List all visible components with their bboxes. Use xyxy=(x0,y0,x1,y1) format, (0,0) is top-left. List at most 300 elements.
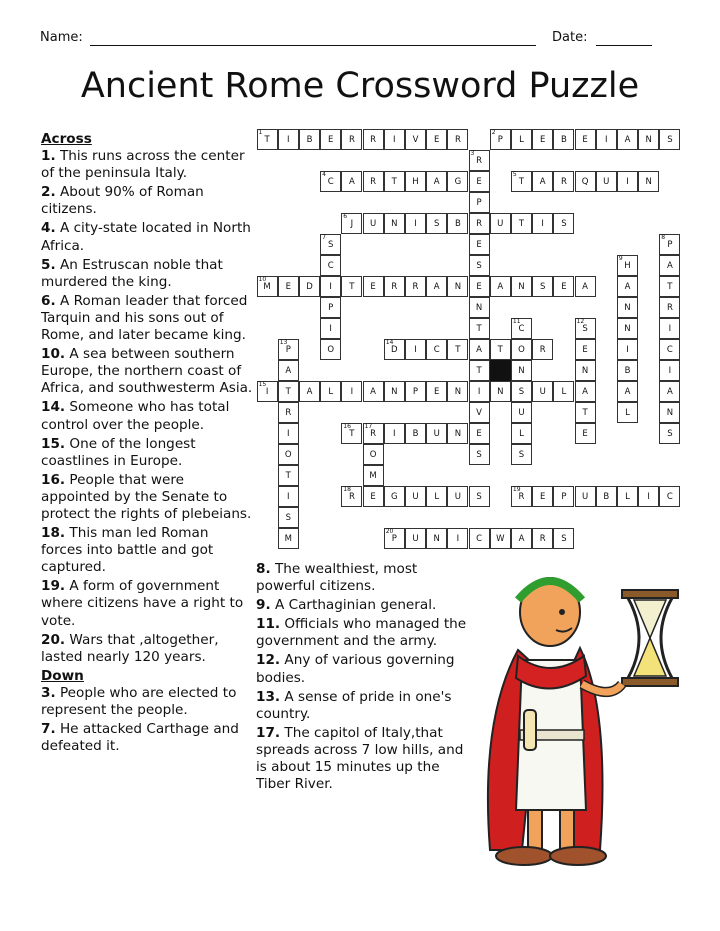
grid-cell[interactable] xyxy=(638,486,659,507)
grid-cell[interactable] xyxy=(405,381,426,402)
cell-letter: L xyxy=(434,492,440,502)
cell-letter: M xyxy=(369,471,377,481)
grid-cell[interactable] xyxy=(511,129,532,150)
grid-cell[interactable] xyxy=(447,528,468,549)
cell-number: 5 xyxy=(512,171,517,178)
cell-letter: R xyxy=(348,492,355,502)
cell-letter: U xyxy=(433,429,440,439)
grid-cell[interactable] xyxy=(469,381,490,402)
grid-cell[interactable] xyxy=(511,318,532,339)
cell-letter: M xyxy=(263,282,271,292)
grid-cell[interactable] xyxy=(426,171,447,192)
cell-letter: P xyxy=(667,240,673,250)
grid-cell[interactable] xyxy=(384,486,405,507)
grid-cell[interactable] xyxy=(278,465,299,486)
grid-cell[interactable] xyxy=(405,129,426,150)
cell-letter: E xyxy=(540,135,546,145)
grid-cell[interactable] xyxy=(341,171,362,192)
cell-letter: I xyxy=(605,135,608,145)
clue-number: 5. xyxy=(41,256,56,273)
cell-number: 17 xyxy=(364,423,373,430)
cell-letter: E xyxy=(476,429,482,439)
grid-cell[interactable] xyxy=(447,129,468,150)
cell-letter: R xyxy=(370,429,377,439)
cell-letter: R xyxy=(560,177,567,187)
cell-letter: C xyxy=(327,177,334,187)
grid-cell[interactable] xyxy=(532,129,553,150)
grid-cell[interactable] xyxy=(575,276,596,297)
grid-cell[interactable] xyxy=(257,129,278,150)
grid-cell[interactable] xyxy=(384,213,405,234)
clue-text: A Roman leader that forced Tarquin and his sons out of Rome, and later became king. xyxy=(41,292,248,344)
grid-cell[interactable] xyxy=(320,255,341,276)
cell-letter: I xyxy=(393,429,396,439)
grid-cell[interactable] xyxy=(405,171,426,192)
grid-cell[interactable] xyxy=(299,381,320,402)
cell-letter: I xyxy=(668,324,672,334)
grid-cell[interactable] xyxy=(341,276,362,297)
grid-cell[interactable] xyxy=(532,213,553,234)
cell-letter: S xyxy=(539,282,546,292)
cell-letter: T xyxy=(476,324,482,334)
clue-number: 16. xyxy=(41,471,66,488)
grid-cell[interactable] xyxy=(511,381,532,402)
grid-cell[interactable] xyxy=(553,528,574,549)
grid-cell[interactable] xyxy=(659,423,680,444)
grid-cell[interactable] xyxy=(490,276,511,297)
grid-cell[interactable] xyxy=(447,486,468,507)
grid-cell[interactable] xyxy=(469,444,490,465)
grid-cell[interactable] xyxy=(575,486,596,507)
grid-cell[interactable] xyxy=(341,423,362,444)
cell-letter: I xyxy=(393,135,396,145)
cell-letter: R xyxy=(518,492,525,502)
grid-cell[interactable] xyxy=(638,171,659,192)
grid-cell[interactable] xyxy=(384,381,405,402)
cell-letter: S xyxy=(476,450,482,460)
grid-cell[interactable] xyxy=(320,297,341,318)
cell-letter: R xyxy=(666,303,673,313)
grid-cell[interactable] xyxy=(447,171,468,192)
cell-letter: L xyxy=(561,387,567,397)
grid-cell[interactable] xyxy=(278,402,299,423)
down-heading: Down xyxy=(41,667,84,684)
grid-cell[interactable] xyxy=(447,213,468,234)
grid-cell[interactable] xyxy=(596,171,617,192)
grid-cell[interactable] xyxy=(490,339,511,360)
grid-cell[interactable] xyxy=(532,171,553,192)
grid-cell[interactable] xyxy=(278,507,299,528)
grid-cell[interactable] xyxy=(405,339,426,360)
grid-cell[interactable] xyxy=(490,528,511,549)
grid-cell[interactable] xyxy=(575,129,596,150)
clue-number: 1. xyxy=(41,148,56,165)
grid-cell[interactable] xyxy=(320,381,341,402)
cell-letter: I xyxy=(626,177,629,187)
grid-cell[interactable] xyxy=(426,213,447,234)
cell-letter: U xyxy=(412,534,419,544)
cell-letter: S xyxy=(285,513,291,523)
cell-letter: O xyxy=(327,345,335,355)
cell-letter: B xyxy=(624,366,631,376)
grid-cell[interactable] xyxy=(257,276,278,297)
grid-cell[interactable] xyxy=(426,339,447,360)
grid-cell[interactable] xyxy=(511,402,532,423)
grid-cell[interactable] xyxy=(575,423,596,444)
grid-cell[interactable] xyxy=(617,402,638,423)
grid-cell[interactable] xyxy=(553,381,574,402)
cell-letter: E xyxy=(285,282,291,292)
grid-cell[interactable] xyxy=(426,276,447,297)
cell-letter: T xyxy=(349,429,355,439)
grid-cell[interactable] xyxy=(363,423,384,444)
grid-cell[interactable] xyxy=(511,276,532,297)
grid-cell[interactable] xyxy=(341,213,362,234)
cell-letter: T xyxy=(264,135,270,145)
grid-cell[interactable] xyxy=(469,360,490,381)
cell-letter: B xyxy=(603,492,610,502)
grid-cell[interactable] xyxy=(511,213,532,234)
cell-letter: A xyxy=(476,345,482,355)
clue-text: The wealthiest, most powerful citizens. xyxy=(256,561,418,595)
grid-cell[interactable] xyxy=(341,381,362,402)
grid-cell[interactable] xyxy=(659,486,680,507)
grid-cell[interactable] xyxy=(617,171,638,192)
grid-cell[interactable] xyxy=(278,486,299,507)
grid-cell[interactable] xyxy=(659,276,680,297)
cell-letter: T xyxy=(455,345,461,355)
cell-letter: L xyxy=(519,135,524,145)
cell-letter: R xyxy=(348,135,355,145)
grid-cell[interactable] xyxy=(511,528,532,549)
grid-cell[interactable] xyxy=(511,360,532,381)
grid-cell[interactable] xyxy=(511,486,532,507)
grid-cell[interactable] xyxy=(659,297,680,318)
grid-cell[interactable] xyxy=(405,528,426,549)
grid-cell[interactable] xyxy=(299,129,320,150)
grid-cell[interactable] xyxy=(363,276,384,297)
grid-cell[interactable] xyxy=(659,360,680,381)
cell-letter: E xyxy=(370,282,376,292)
grid-cell[interactable] xyxy=(490,213,511,234)
grid-cell[interactable] xyxy=(469,486,490,507)
grid-cell[interactable] xyxy=(532,528,553,549)
grid-cell[interactable] xyxy=(278,339,299,360)
cell-letter: N xyxy=(475,303,483,313)
grid-cell[interactable] xyxy=(659,339,680,360)
grid-cell[interactable] xyxy=(341,129,362,150)
cell-letter: S xyxy=(667,135,673,145)
cell-number: 16 xyxy=(343,423,351,430)
cell-letter: U xyxy=(518,408,525,418)
cell-letter: A xyxy=(582,282,588,292)
cell-letter: R xyxy=(476,219,483,229)
cell-letter: T xyxy=(285,387,291,397)
grid-cell[interactable] xyxy=(469,339,490,360)
cell-letter: R xyxy=(476,156,483,166)
grid-cell[interactable] xyxy=(469,213,490,234)
cell-letter: P xyxy=(412,387,419,397)
cell-letter: A xyxy=(370,387,376,397)
cell-letter: N xyxy=(666,408,674,418)
grid-cell[interactable] xyxy=(447,339,468,360)
cell-letter: B xyxy=(454,219,461,229)
cell-letter: T xyxy=(476,366,482,376)
grid-cell[interactable] xyxy=(596,486,617,507)
cell-letter: S xyxy=(518,387,525,397)
cell-letter: P xyxy=(285,345,291,355)
grid-cell[interactable] xyxy=(469,402,490,423)
grid-cell[interactable] xyxy=(405,423,426,444)
cell-letter: A xyxy=(433,177,440,187)
grid-cell[interactable] xyxy=(363,213,384,234)
grid-cell[interactable] xyxy=(638,129,659,150)
clue-number: 3. xyxy=(41,684,56,701)
grid-cell[interactable] xyxy=(659,381,680,402)
cell-letter: A xyxy=(666,261,673,271)
clue-number: 14. xyxy=(41,399,66,416)
clue-number: 7. xyxy=(41,721,56,738)
grid-cell[interactable] xyxy=(553,129,574,150)
grid-cell[interactable] xyxy=(659,318,680,339)
cell-letter: A xyxy=(624,135,631,145)
grid-cell[interactable] xyxy=(426,528,447,549)
cell-letter: T xyxy=(285,471,291,481)
grid-cell[interactable] xyxy=(532,339,553,360)
grid-cell[interactable] xyxy=(405,276,426,297)
grid-cell[interactable] xyxy=(469,276,490,297)
grid-cell[interactable] xyxy=(426,423,447,444)
grid-cell[interactable] xyxy=(469,234,490,255)
grid-cell[interactable] xyxy=(299,276,320,297)
grid-cell[interactable] xyxy=(469,297,490,318)
grid-cell[interactable] xyxy=(426,381,447,402)
grid-cell[interactable] xyxy=(469,150,490,171)
grid-cell[interactable] xyxy=(469,528,490,549)
clue-number: 13. xyxy=(256,688,281,705)
grid-cell[interactable] xyxy=(363,486,384,507)
grid-cell[interactable] xyxy=(363,465,384,486)
grid-cell[interactable] xyxy=(384,276,405,297)
cell-letter: H xyxy=(624,261,631,271)
cell-letter: A xyxy=(306,387,313,397)
cell-letter: N xyxy=(645,135,652,145)
grid-cell[interactable] xyxy=(553,213,574,234)
cell-number: 7 xyxy=(322,234,326,241)
grid-cell[interactable] xyxy=(575,171,596,192)
grid-cell[interactable] xyxy=(320,318,341,339)
cell-letter: I xyxy=(329,324,332,334)
clue-text: This man led Roman forces into battle and got captured. xyxy=(41,525,214,576)
cell-letter: O xyxy=(369,450,377,460)
cell-letter: T xyxy=(518,219,525,229)
grid-cell[interactable] xyxy=(363,171,384,192)
cell-letter: L xyxy=(328,387,334,397)
cell-letter: A xyxy=(624,387,631,397)
grid-cell[interactable] xyxy=(341,486,362,507)
grid-cell[interactable] xyxy=(532,381,553,402)
grid-cell[interactable] xyxy=(384,171,405,192)
clue-text: A sea between southern Europe, the northern coast of Africa, and southwesterm Asia. xyxy=(41,346,253,397)
cell-number: 14 xyxy=(385,339,394,346)
clue-number: 15. xyxy=(41,435,66,452)
clue-number: 8. xyxy=(256,561,271,577)
grid-cell[interactable] xyxy=(659,129,680,150)
grid-cell[interactable] xyxy=(553,171,574,192)
grid-cell[interactable] xyxy=(575,381,596,402)
grid-cell[interactable] xyxy=(511,171,532,192)
cell-letter: S xyxy=(561,534,567,544)
grid-cell[interactable] xyxy=(617,297,638,318)
grid-cell[interactable] xyxy=(575,402,596,423)
cell-letter: A xyxy=(666,387,673,397)
grid-cell[interactable] xyxy=(447,423,468,444)
clue-text: This runs across the center of the peninsula Italy. xyxy=(41,148,245,182)
clue-text: Officials who managed the government and the army. xyxy=(256,616,467,650)
cell-number: 3 xyxy=(470,150,475,157)
grid-cell[interactable] xyxy=(447,381,468,402)
clue-number: 18. xyxy=(41,525,66,542)
grid-cell[interactable] xyxy=(278,276,299,297)
grid-cell[interactable] xyxy=(532,486,553,507)
grid-cell[interactable] xyxy=(257,381,278,402)
grid-cell[interactable] xyxy=(575,318,596,339)
cell-letter: C xyxy=(476,534,483,544)
grid-cell[interactable] xyxy=(384,339,405,360)
grid-cell[interactable] xyxy=(596,129,617,150)
grid-cell[interactable] xyxy=(469,423,490,444)
grid-cell[interactable] xyxy=(617,276,638,297)
cell-letter: N xyxy=(645,177,652,187)
clue-text: Someone who has total control over the people. xyxy=(41,399,230,433)
grid-cell[interactable] xyxy=(490,381,511,402)
clue-text: Wars that ,altogether, lasted nearly 120 years. xyxy=(41,631,219,665)
clue-text: The capitol of Italy,that spreads across 7 low hills, and is about 15 minutes up the Tiber River. xyxy=(256,724,464,793)
cell-letter: R xyxy=(370,177,377,187)
cell-letter: U xyxy=(539,387,546,397)
grid-cell[interactable] xyxy=(511,423,532,444)
cell-letter: I xyxy=(456,534,460,544)
grid-cell[interactable] xyxy=(617,381,638,402)
cell-letter: N xyxy=(454,387,462,397)
cell-letter: E xyxy=(476,177,482,187)
grid-cell[interactable] xyxy=(511,339,532,360)
grid-cell[interactable] xyxy=(659,234,680,255)
grid-cell[interactable] xyxy=(426,129,447,150)
cell-letter: I xyxy=(287,492,290,502)
grid-cell[interactable] xyxy=(320,276,341,297)
grid-cell[interactable] xyxy=(278,444,299,465)
cell-letter: I xyxy=(287,429,290,439)
grid-cell[interactable] xyxy=(617,486,638,507)
cell-letter: B xyxy=(412,429,419,439)
grid-cell[interactable] xyxy=(320,129,341,150)
cell-number: 19 xyxy=(512,486,521,493)
clue-text: He attacked Carthage and defeated it. xyxy=(41,721,239,755)
cell-letter: N xyxy=(624,303,631,313)
cell-number: 2 xyxy=(491,129,496,136)
grid-cell[interactable] xyxy=(384,528,405,549)
grid-cell[interactable] xyxy=(363,129,384,150)
grid-cell[interactable] xyxy=(469,255,490,276)
cell-letter: N xyxy=(581,366,589,376)
grid-cell[interactable] xyxy=(363,381,384,402)
cell-letter: C xyxy=(433,345,440,355)
grid-cell[interactable] xyxy=(511,444,532,465)
grid-cell[interactable] xyxy=(278,129,299,150)
cell-letter: P xyxy=(391,534,397,544)
cell-letter: O xyxy=(518,345,525,355)
cell-number: 15 xyxy=(258,381,267,388)
grid-cell[interactable] xyxy=(617,255,638,276)
grid-cell[interactable] xyxy=(553,486,574,507)
grid-cell[interactable] xyxy=(278,528,299,549)
grid-cell[interactable] xyxy=(575,339,596,360)
cell-letter: N xyxy=(454,429,462,439)
cell-letter: A xyxy=(348,177,355,187)
roman-figure-icon xyxy=(460,560,700,880)
grid-cell[interactable] xyxy=(659,402,680,423)
clue-text: A city-state located in North Africa. xyxy=(41,220,251,254)
grid-cell[interactable] xyxy=(426,486,447,507)
cell-letter: G xyxy=(454,177,462,187)
grid-cell[interactable] xyxy=(278,423,299,444)
cell-number: 20 xyxy=(385,528,394,535)
grid-cell[interactable] xyxy=(617,339,638,360)
grid-cell[interactable] xyxy=(405,213,426,234)
name-label: Name: xyxy=(40,30,83,45)
grid-cell[interactable] xyxy=(553,276,574,297)
cell-letter: N xyxy=(518,282,525,292)
cell-letter: L xyxy=(625,408,630,418)
cell-letter: T xyxy=(582,408,588,418)
cell-letter: W xyxy=(496,534,505,544)
cell-number: 1 xyxy=(258,129,263,136)
grid-cell[interactable] xyxy=(659,255,680,276)
grid-cell[interactable] xyxy=(320,171,341,192)
grid-cell[interactable] xyxy=(447,276,468,297)
cell-letter: E xyxy=(582,345,588,355)
clue-number: 10. xyxy=(41,346,66,363)
grid-cell[interactable] xyxy=(363,444,384,465)
grid-cell[interactable] xyxy=(384,423,405,444)
grid-cell[interactable] xyxy=(532,276,553,297)
grid-cell[interactable] xyxy=(278,360,299,381)
cell-letter: D xyxy=(306,282,313,292)
cell-letter: N xyxy=(518,366,525,376)
cell-number: 4 xyxy=(322,171,326,178)
cell-letter: I xyxy=(477,387,481,397)
grid-cell[interactable] xyxy=(490,129,511,150)
cell-letter: I xyxy=(414,345,417,355)
cell-letter: U xyxy=(603,177,610,187)
grid-cell[interactable] xyxy=(469,192,490,213)
grid-cell[interactable] xyxy=(469,171,490,192)
grid-cell[interactable] xyxy=(320,339,341,360)
grid-cell[interactable] xyxy=(617,360,638,381)
cell-letter: A xyxy=(285,366,292,376)
grid-cell[interactable] xyxy=(469,318,490,339)
grid-cell[interactable] xyxy=(617,318,638,339)
cell-letter: I xyxy=(350,387,354,397)
grid-cell[interactable] xyxy=(405,486,426,507)
grid-cell[interactable] xyxy=(320,234,341,255)
grid-cell[interactable] xyxy=(278,381,299,402)
grid-cell[interactable] xyxy=(617,129,638,150)
grid-cell[interactable] xyxy=(384,129,405,150)
cell-letter: A xyxy=(518,534,525,544)
grid-cell[interactable] xyxy=(575,360,596,381)
